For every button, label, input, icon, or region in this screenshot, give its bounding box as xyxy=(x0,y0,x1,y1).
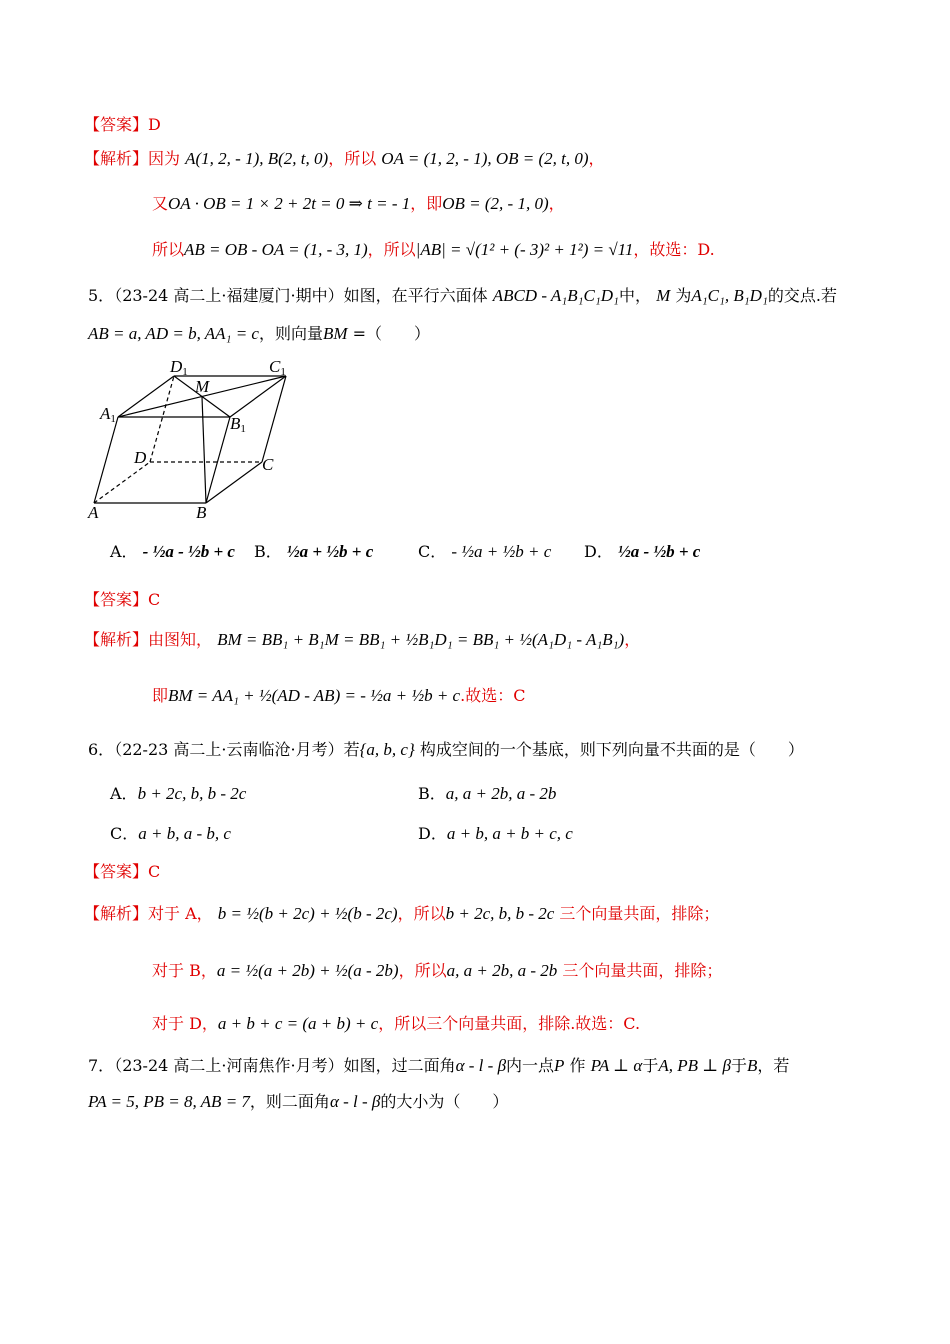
label-C1: C1 xyxy=(269,357,286,378)
text: ， xyxy=(548,194,565,213)
edge-BB1 xyxy=(206,417,230,503)
math: OA · OB = 1 × 2 + 2t = 0 ⇒ t = - 1 xyxy=(168,194,411,213)
math: PA ⊥ α xyxy=(590,1056,643,1075)
q5-stem-line-2 xyxy=(88,322,430,346)
text: 构成空间的一个基底，则下列向量不共面的是（ ） xyxy=(419,740,804,759)
analysis-label: 【解析】 xyxy=(84,630,149,649)
option-label: C． xyxy=(418,542,447,561)
answer-label: 【答案】 xyxy=(84,115,149,134)
option-text: - ½a - ½b + c xyxy=(142,542,235,561)
text: 对于 D， xyxy=(152,1014,218,1033)
option-text: a, a + 2b, a - 2b xyxy=(445,784,557,803)
text: 三个向量共面，排除； xyxy=(559,904,720,923)
math: AB = a, AD = b, AA₁ = c xyxy=(88,324,259,343)
edge-AA1 xyxy=(94,417,118,503)
math: α - l - β xyxy=(329,1092,381,1111)
text: ，所以 xyxy=(328,149,377,168)
text: ，所以三个向量共面，排除.故选：C. xyxy=(378,1014,641,1033)
label-C: C xyxy=(262,455,274,474)
parallelepiped-figure xyxy=(84,355,304,525)
q6-answer xyxy=(84,860,160,884)
text: ， xyxy=(588,149,605,168)
q5-option-c[interactable] xyxy=(418,540,551,564)
q6-option-a[interactable] xyxy=(110,782,246,806)
math: b = ½(b + 2c) + ½(b - 2c) xyxy=(217,904,398,923)
text: 的大小为（ ） xyxy=(380,1092,509,1111)
math: M xyxy=(656,286,671,305)
q6-option-d[interactable] xyxy=(418,822,573,846)
q4-analysis-line-2 xyxy=(152,192,565,216)
text: 中， xyxy=(618,286,651,305)
text: 若 xyxy=(343,740,360,759)
text: 由图知， xyxy=(148,630,213,649)
answer-label: 【答案】 xyxy=(84,590,149,609)
option-text: a + b, a + b + c, c xyxy=(446,824,573,843)
text: ，所以 xyxy=(367,240,416,259)
math: BM xyxy=(322,324,348,343)
text: ，即 xyxy=(410,194,443,213)
math: BM = BB₁ + B₁M = BB₁ + ½B₁D₁ = BB₁ + ½(A₁D₁ - A₁B₁) xyxy=(217,630,625,649)
option-label: A． xyxy=(110,542,138,561)
answer-value: C xyxy=(148,590,161,609)
q4-analysis-line-3 xyxy=(152,238,715,262)
math: ABCD - A₁B₁C₁D₁ xyxy=(492,286,619,305)
math: OB = (2, - 1, 0) xyxy=(442,194,549,213)
text: =（ ） xyxy=(352,324,431,343)
question-source: （22-23 高二上·云南临沧·月考） xyxy=(114,740,344,759)
option-text: ½a + ½b + c xyxy=(286,542,374,561)
text: ，若 xyxy=(757,1056,790,1075)
question-number: 6． xyxy=(88,740,115,759)
q5-option-a[interactable] xyxy=(110,540,235,564)
text: ，所以 xyxy=(398,961,447,980)
text: 所以 xyxy=(152,240,185,259)
text: 如图，在平行六面体 xyxy=(343,286,488,305)
answer-value: C xyxy=(148,862,161,881)
label-A: A xyxy=(88,503,99,522)
text: 即 xyxy=(152,686,169,705)
math: a, a + 2b, a - 2b xyxy=(446,961,558,980)
text: 三个向量共面，排除； xyxy=(562,961,723,980)
analysis-label: 【解析】 xyxy=(84,149,149,168)
label-A1: A1 xyxy=(100,404,116,425)
option-label: D． xyxy=(584,542,613,561)
text: 内一点 xyxy=(506,1056,555,1075)
segment-BM xyxy=(202,397,206,503)
option-text: - ½a + ½b + c xyxy=(451,542,552,561)
math: {a, b, c} xyxy=(359,740,415,759)
q6-option-c[interactable] xyxy=(110,822,231,846)
math: A, PB ⊥ β xyxy=(658,1056,731,1075)
option-label: B． xyxy=(418,784,446,803)
text: ，故选：D. xyxy=(633,240,715,259)
q7-stem-line-2 xyxy=(88,1090,508,1114)
text: 的交点.若 xyxy=(767,286,837,305)
math: OA = (1, 2, - 1), OB = (2, t, 0) xyxy=(381,149,589,168)
text: 如图，过二面角 xyxy=(343,1056,456,1075)
question-number: 7． xyxy=(88,1056,115,1075)
question-source: （23-24 高二上·福建厦门·期中） xyxy=(114,286,344,305)
edge-CC1 xyxy=(262,376,286,462)
math: a = ½(a + 2b) + ½(a - 2b) xyxy=(216,961,399,980)
math: A(1, 2, - 1), B(2, t, 0) xyxy=(185,149,329,168)
text: 对于 B， xyxy=(152,961,217,980)
q6-stem xyxy=(88,738,804,762)
q7-stem-line-1 xyxy=(88,1054,789,1078)
text: ，则二面角 xyxy=(249,1092,330,1111)
q5-stem-line-1 xyxy=(88,284,837,308)
option-label: B． xyxy=(254,542,282,561)
math: |AB| = √(1² + (- 3)² + 1²) = √11 xyxy=(415,240,634,259)
q4-analysis-line-1 xyxy=(84,147,605,171)
option-text: b + 2c, b, b - 2c xyxy=(137,784,247,803)
q6-option-b[interactable] xyxy=(418,782,556,806)
text: 于 xyxy=(642,1056,659,1075)
math: AB = OB - OA = (1, - 3, 1) xyxy=(184,240,368,259)
text: 因为 xyxy=(148,149,181,168)
option-label: A． xyxy=(110,784,138,803)
answer-value: D xyxy=(148,115,161,134)
question-source: （23-24 高二上·河南焦作·月考） xyxy=(114,1056,344,1075)
edge-A1D1 xyxy=(118,376,174,417)
label-D1: D1 xyxy=(170,357,188,378)
math: a + b + c = (a + b) + c xyxy=(217,1014,379,1033)
label-B1: B1 xyxy=(230,414,246,435)
text: 作 xyxy=(569,1056,586,1075)
q5-option-d[interactable] xyxy=(584,540,700,564)
q6-analysis-line-1 xyxy=(84,902,719,926)
q4-answer xyxy=(84,113,161,137)
question-number: 5． xyxy=(88,286,115,305)
math: α - l - β xyxy=(455,1056,507,1075)
option-text: a + b, a - b, c xyxy=(138,824,231,843)
text: ，则向量 xyxy=(258,324,323,343)
option-label: D． xyxy=(418,824,447,843)
q5-analysis-line-1 xyxy=(84,628,640,652)
label-B: B xyxy=(196,503,207,522)
q6-analysis-line-3 xyxy=(152,1012,640,1036)
option-label: C． xyxy=(110,824,139,843)
label-M: M xyxy=(195,377,210,396)
math: BM = AA₁ + ½(AD - AB) = - ½a + ½b + c xyxy=(168,686,461,705)
math: A₁C₁, B₁D₁ xyxy=(691,286,768,305)
math: B xyxy=(746,1056,758,1075)
text: ，所以 xyxy=(397,904,446,923)
q5-option-b[interactable] xyxy=(254,540,373,564)
label-D: D xyxy=(134,448,147,467)
edge-AD xyxy=(94,462,150,503)
math: b + 2c, b, b - 2c xyxy=(445,904,555,923)
text: 于 xyxy=(730,1056,747,1075)
math: PA = 5, PB = 8, AB = 7 xyxy=(88,1092,250,1111)
text: .故选：C xyxy=(460,686,526,705)
q5-answer xyxy=(84,588,160,612)
option-text: ½a - ½b + c xyxy=(617,542,701,561)
analysis-label: 【解析】 xyxy=(84,904,149,923)
text: 又 xyxy=(152,194,169,213)
math: P xyxy=(554,1056,565,1075)
q6-analysis-line-2 xyxy=(152,959,722,983)
text: 为 xyxy=(675,286,692,305)
edge-DD1 xyxy=(150,376,174,462)
text: 对于 A， xyxy=(148,904,213,923)
answer-label: 【答案】 xyxy=(84,862,149,881)
q5-analysis-line-2 xyxy=(152,684,525,708)
edge-BC xyxy=(206,462,262,503)
text: ， xyxy=(624,630,641,649)
edge-B1C1 xyxy=(230,376,286,417)
